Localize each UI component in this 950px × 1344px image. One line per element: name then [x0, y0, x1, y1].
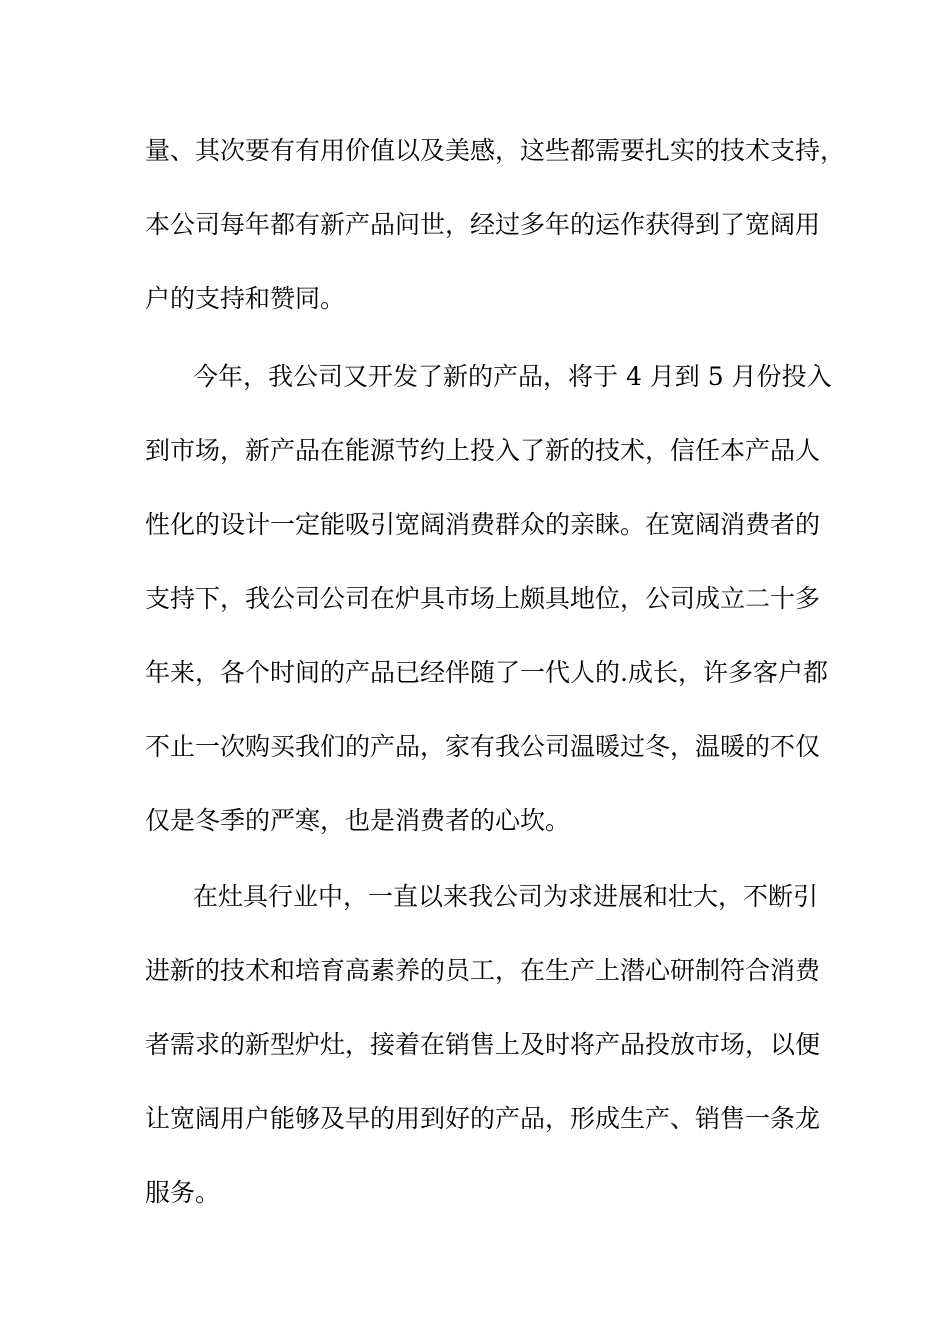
text-line: 进新的技术和培育高素养的员工，在生产上潜心研制符合消费 [145, 956, 821, 985]
text-line: 性化的设计一定能吸引宽阔消费群众的亲睐。在宽阔消费者的 [145, 510, 821, 539]
text-line: 到市场，新产品在能源节约上投入了新的技术，信任本产品人 [145, 436, 821, 465]
text-line: 年来，各个时间的产品已经伴随了一代人的.成长，许多客户都 [145, 658, 828, 687]
text-line: 让宽阔用户能够及早的用到好的产品，形成生产、销售一条龙 [145, 1104, 821, 1133]
text-line: 在灶具行业中，一直以来我公司为求进展和壮大，不断引 [193, 882, 819, 911]
text-line: 支持下，我公司公司在炉具市场上颇具地位，公司成立二十多 [145, 584, 821, 613]
text-line: 量、其次要有有用价值以及美感，这些都需要扎实的技术支持， [145, 136, 846, 165]
text-line: 服务。 [145, 1178, 221, 1207]
text-line: 今年，我公司又开发了新的产品，将于 4 月到 5 月份投入 [193, 362, 832, 391]
text-line: 户的支持和赞同。 [145, 284, 346, 313]
text-line: 不止一次购买我们的产品，家有我公司温暖过冬，温暖的不仅 [145, 732, 821, 761]
text-line: 本公司每年都有新产品问世，经过多年的运作获得到了宽阔用 [145, 210, 821, 239]
text-line: 者需求的新型炉灶，接着在销售上及时将产品投放市场，以便 [145, 1030, 821, 1059]
text-line: 仅是冬季的严寒，也是消费者的心坎。 [145, 806, 571, 835]
